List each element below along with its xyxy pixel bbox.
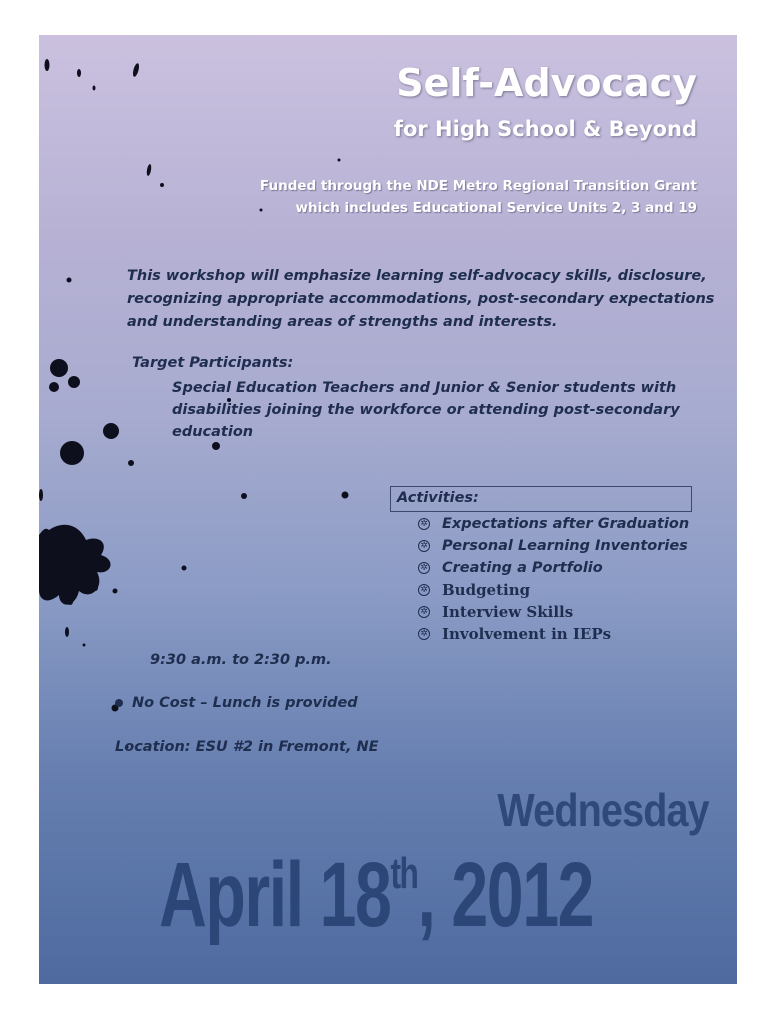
event-location: Location: ESU #2 in Fremont, NE bbox=[115, 739, 379, 755]
activity-text: Personal Learning Inventories bbox=[442, 538, 688, 554]
activity-text: Budgeting bbox=[442, 581, 531, 599]
target-participants-text: Special Education Teachers and Junior & Senior students with disabilities joining the workforce or attending post-secondary education bbox=[172, 380, 680, 440]
activity-text: Expectations after Graduation bbox=[442, 516, 690, 532]
event-day: Wednesday bbox=[497, 784, 709, 836]
activities-label: Activities: bbox=[397, 490, 479, 506]
list-item bbox=[418, 557, 689, 579]
date-year: , 2012 bbox=[417, 844, 594, 946]
event-time: 9:30 a.m. to 2:30 p.m. bbox=[150, 652, 332, 668]
star-bullet-icon: ✲ bbox=[418, 540, 430, 552]
flyer-title: Self-Advocacy bbox=[396, 61, 697, 105]
star-bullet-icon: ✲ bbox=[418, 628, 430, 640]
workshop-description: This workshop will emphasize learning self-advocacy skills, disclosure, recognizing appropriate accommodations, post-secondary expectations and understanding areas of strengths and interests. bbox=[127, 268, 715, 330]
cost-note bbox=[115, 695, 358, 711]
star-bullet-icon: ✲ bbox=[418, 518, 430, 530]
bullet-icon bbox=[115, 699, 123, 707]
flyer-subtitle: for High School & Beyond bbox=[393, 117, 697, 141]
activities-header-box bbox=[390, 486, 692, 512]
event-date bbox=[159, 843, 593, 948]
cost-text: No Cost – Lunch is provided bbox=[132, 695, 358, 711]
list-item bbox=[418, 601, 689, 623]
activity-text: Creating a Portfolio bbox=[442, 560, 603, 576]
activity-text: Interview Skills bbox=[442, 603, 574, 621]
activity-text: Involvement in IEPs bbox=[442, 625, 612, 643]
date-suffix: th bbox=[390, 849, 418, 898]
star-bullet-icon: ✲ bbox=[418, 562, 430, 574]
star-bullet-icon: ✲ bbox=[418, 606, 430, 618]
funding-note bbox=[260, 175, 697, 219]
list-item bbox=[418, 579, 689, 601]
list-item bbox=[418, 513, 689, 535]
funding-line-2: which includes Educational Service Units 2, 3 and 19 bbox=[295, 200, 697, 216]
flyer bbox=[39, 35, 737, 984]
list-item bbox=[418, 623, 689, 645]
funding-line-1: Funded through the NDE Metro Regional Transition Grant bbox=[259, 178, 697, 194]
target-participants-label: Target Participants: bbox=[132, 355, 294, 371]
date-main: April 18 bbox=[159, 844, 391, 946]
list-item bbox=[418, 535, 689, 557]
star-bullet-icon: ✲ bbox=[418, 584, 430, 596]
activities-list bbox=[418, 513, 689, 645]
